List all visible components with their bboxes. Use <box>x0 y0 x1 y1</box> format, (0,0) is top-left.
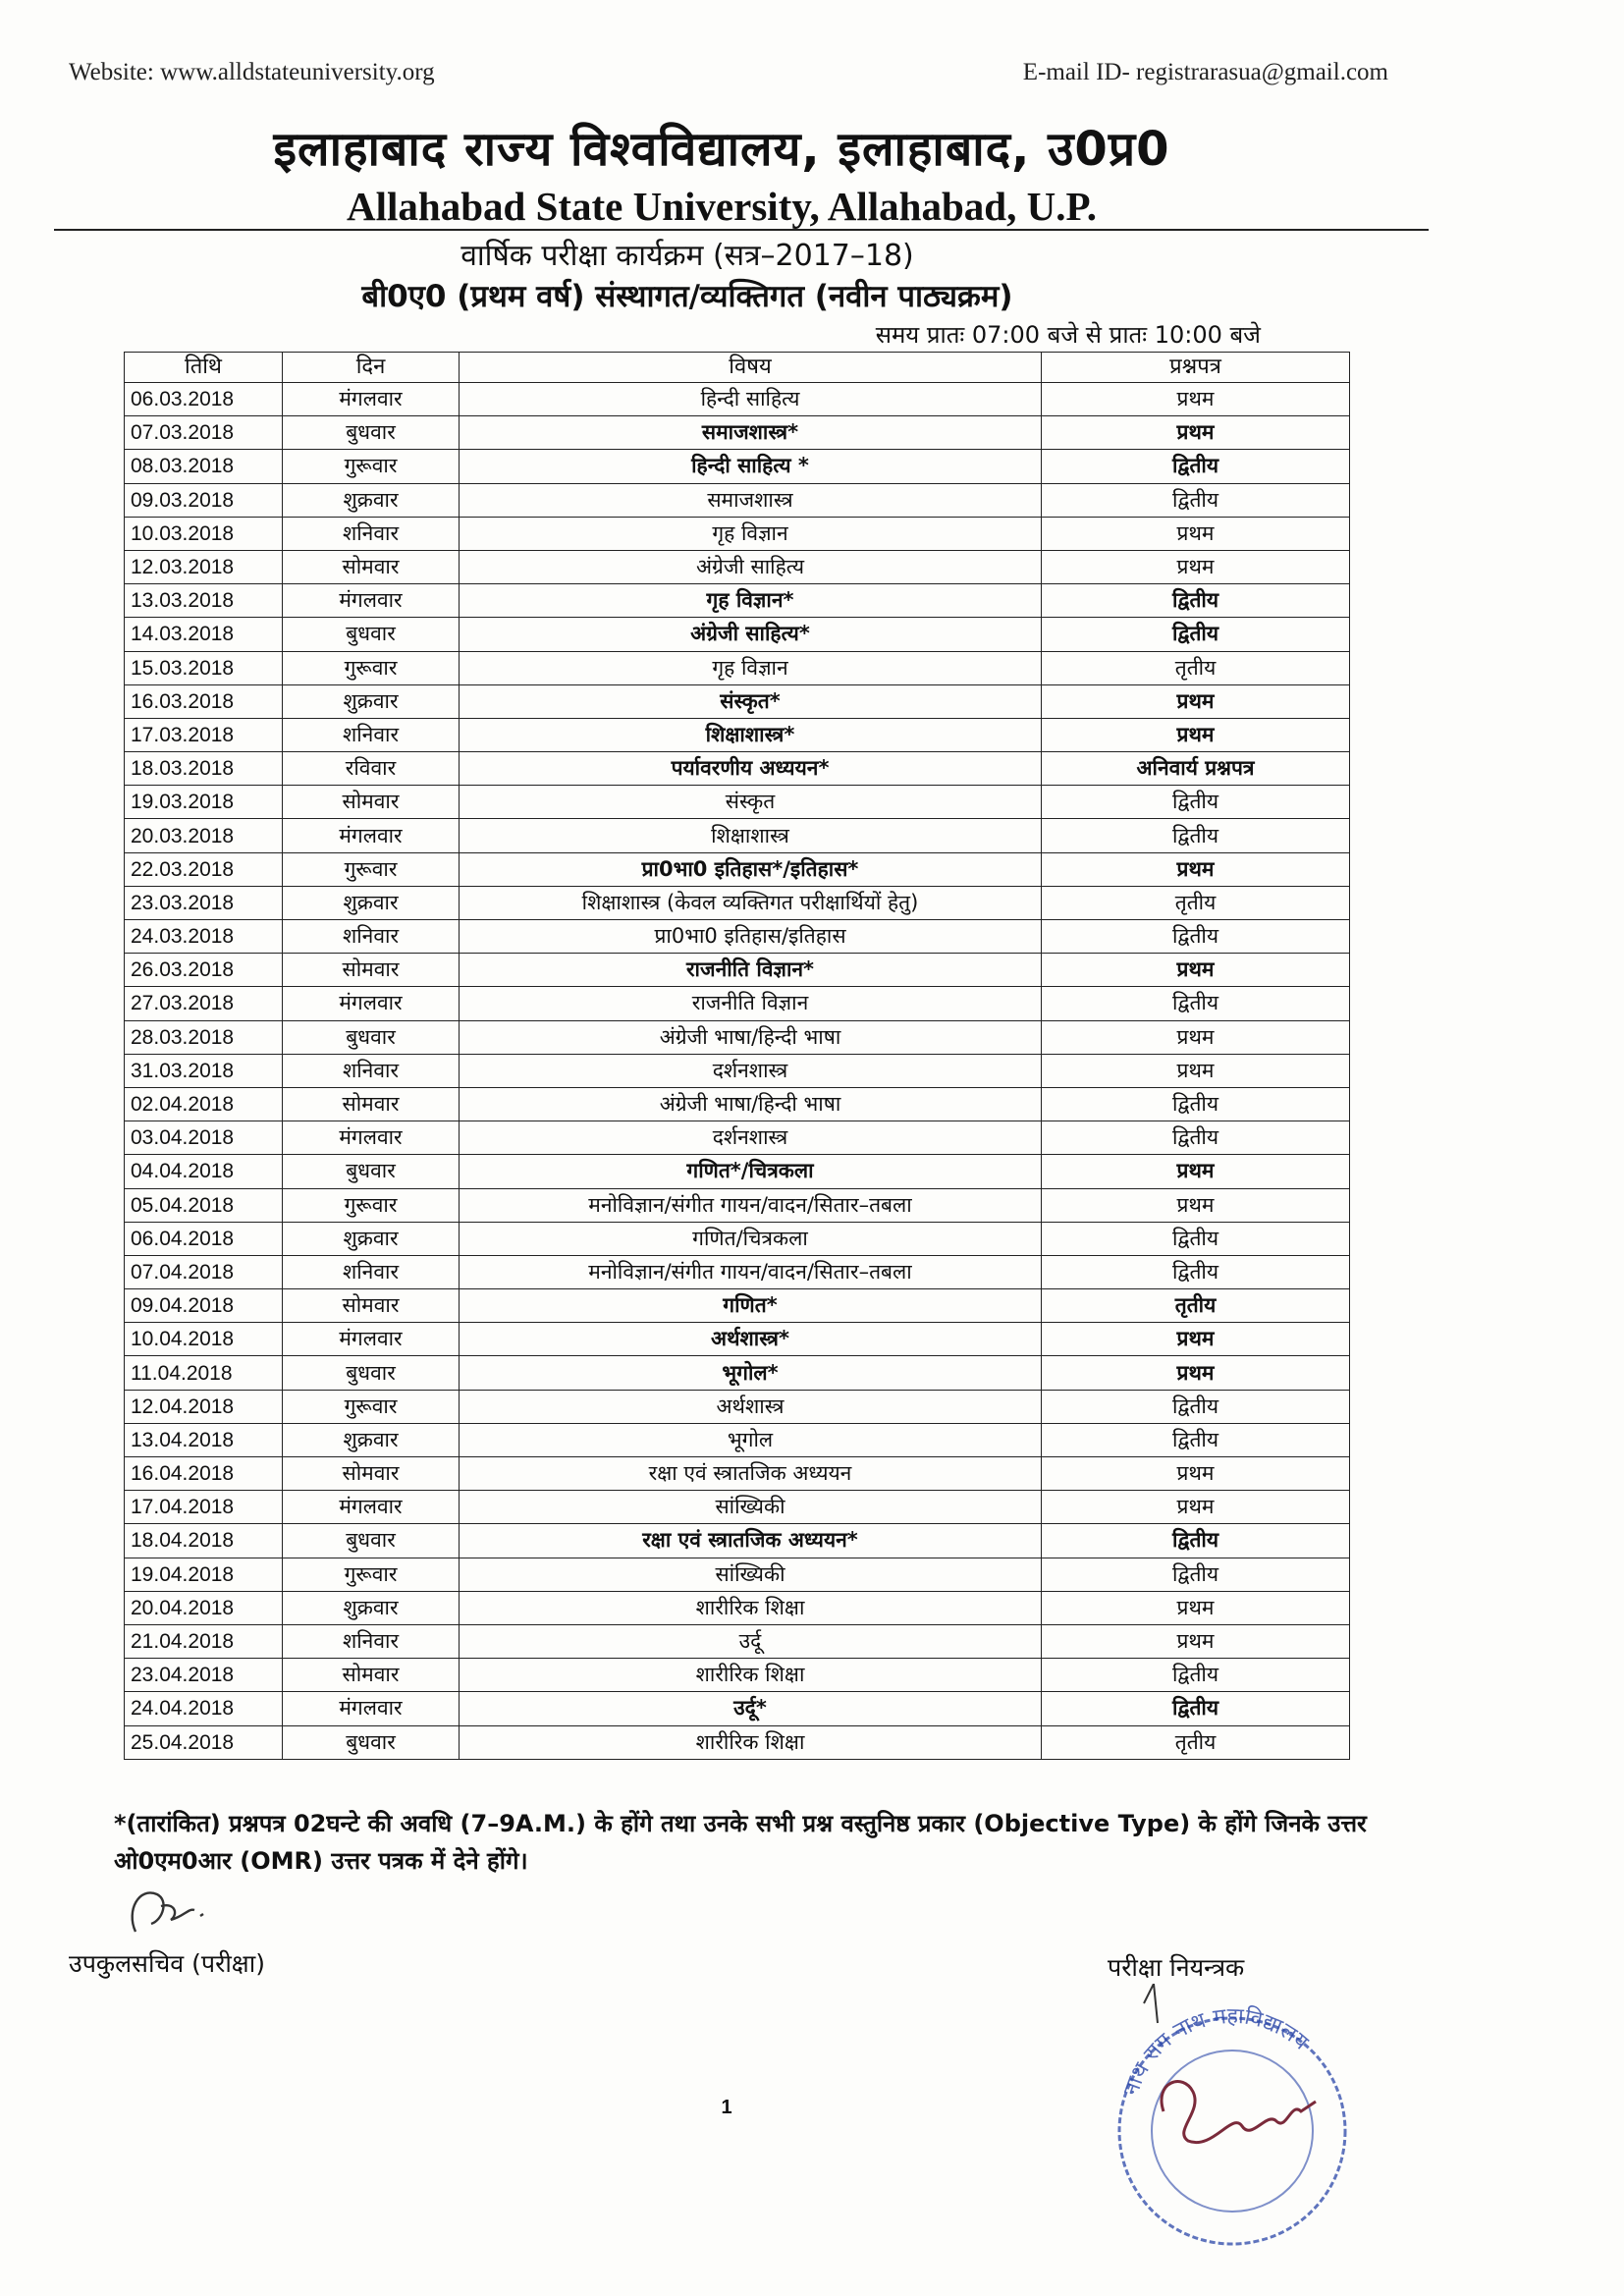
email-text: E-mail ID- registrarasua@gmail.com <box>1022 59 1388 85</box>
paper-cell: द्वितीय <box>1042 1558 1350 1591</box>
date-cell: 13.04.2018 <box>125 1423 283 1456</box>
subject-cell: राजनीति विज्ञान* <box>460 954 1042 987</box>
subject-cell: सांख्यिकी <box>460 1558 1042 1591</box>
paper-cell: प्रथम <box>1042 1491 1350 1524</box>
table-row <box>125 550 1350 583</box>
subject-cell: सांख्यिकी <box>460 1491 1042 1524</box>
date-cell: 19.03.2018 <box>125 786 283 819</box>
day-cell: शनिवार <box>283 718 460 751</box>
subject-cell: राजनीति विज्ञान <box>460 987 1042 1020</box>
subject-cell: मनोविज्ञान/संगीत गायन/वादन/सितार–तबला <box>460 1255 1042 1288</box>
header-date: तिथि <box>125 353 283 383</box>
paper-cell: द्वितीय <box>1042 987 1350 1020</box>
day-cell: शुक्रवार <box>283 1222 460 1255</box>
university-name-hindi: इलाहाबाद राज्य विश्वविद्यालय, इलाहाबाद, उ0प्र0 <box>273 122 1170 177</box>
day-cell: सोमवार <box>283 1087 460 1121</box>
paper-cell: द्वितीय <box>1042 1255 1350 1288</box>
day-cell: शनिवार <box>283 1624 460 1658</box>
table-row <box>125 1524 1350 1558</box>
paper-cell: प्रथम <box>1042 416 1350 450</box>
day-cell: शुक्रवार <box>283 886 460 919</box>
subject-cell: समाजशास्त्र <box>460 483 1042 517</box>
paper-cell: प्रथम <box>1042 1155 1350 1188</box>
university-name-english: Allahabad State University, Allahabad, U.P. <box>347 184 1097 229</box>
table-row <box>125 1356 1350 1390</box>
date-cell: 07.04.2018 <box>125 1255 283 1288</box>
date-cell: 17.03.2018 <box>125 718 283 751</box>
table-row <box>125 954 1350 987</box>
paper-cell: द्वितीय <box>1042 1390 1350 1423</box>
exam-schedule-table <box>124 352 1350 1760</box>
date-cell: 10.04.2018 <box>125 1323 283 1356</box>
day-cell: गुरूवार <box>283 651 460 684</box>
subject-cell: शारीरिक शिक्षा <box>460 1725 1042 1759</box>
day-cell: मंगलवार <box>283 383 460 416</box>
table-row <box>125 1323 1350 1356</box>
subject-cell: शिक्षाशास्त्र (केवल व्यक्तिगत परीक्षार्थियों हेतु) <box>460 886 1042 919</box>
day-cell: मंगलवार <box>283 1491 460 1524</box>
subject-cell: अर्थशास्त्र <box>460 1390 1042 1423</box>
table-row <box>125 886 1350 919</box>
subject-cell: संस्कृत* <box>460 684 1042 718</box>
day-cell: मंगलवार <box>283 1692 460 1725</box>
table-row <box>125 1423 1350 1456</box>
table-row <box>125 651 1350 684</box>
table-row <box>125 786 1350 819</box>
subject-cell: शिक्षाशास्त्र <box>460 819 1042 852</box>
date-cell: 07.03.2018 <box>125 416 283 450</box>
paper-cell: द्वितीय <box>1042 1692 1350 1725</box>
table-row <box>125 819 1350 852</box>
paper-cell: प्रथम <box>1042 1323 1350 1356</box>
day-cell: सोमवार <box>283 1289 460 1323</box>
day-cell: बुधवार <box>283 1356 460 1390</box>
day-cell: सोमवार <box>283 550 460 583</box>
subject-cell: गृह विज्ञान <box>460 517 1042 550</box>
date-cell: 28.03.2018 <box>125 1020 283 1054</box>
paper-cell: प्रथम <box>1042 1356 1350 1390</box>
paper-cell: द्वितीय <box>1042 1222 1350 1255</box>
date-cell: 12.04.2018 <box>125 1390 283 1423</box>
paper-cell: प्रथम <box>1042 383 1350 416</box>
subject-cell: संस्कृत <box>460 786 1042 819</box>
stamp-text: नाथ राम नाथ महाविद्यालय <box>1118 2003 1314 2100</box>
subject-cell: उर्दू* <box>460 1692 1042 1725</box>
subject-cell: शिक्षाशास्त्र* <box>460 718 1042 751</box>
date-cell: 19.04.2018 <box>125 1558 283 1591</box>
table-row <box>125 584 1350 618</box>
date-cell: 18.04.2018 <box>125 1524 283 1558</box>
table-row <box>125 450 1350 483</box>
day-cell: गुरूवार <box>283 1188 460 1222</box>
paper-cell: प्रथम <box>1042 1591 1350 1624</box>
subject-cell: समाजशास्त्र* <box>460 416 1042 450</box>
paper-cell: द्वितीय <box>1042 584 1350 618</box>
day-cell: मंगलवार <box>283 584 460 618</box>
day-cell: बुधवार <box>283 416 460 450</box>
day-cell: शनिवार <box>283 920 460 954</box>
date-cell: 03.04.2018 <box>125 1121 283 1155</box>
day-cell: शुक्रवार <box>283 684 460 718</box>
table-header-row <box>125 353 1350 383</box>
header-divider <box>54 229 1429 231</box>
paper-cell: प्रथम <box>1042 1020 1350 1054</box>
date-cell: 16.04.2018 <box>125 1457 283 1491</box>
paper-cell: द्वितीय <box>1042 1659 1350 1692</box>
paper-cell: प्रथम <box>1042 954 1350 987</box>
subject-cell: अंग्रेजी भाषा/हिन्दी भाषा <box>460 1020 1042 1054</box>
table-row <box>125 483 1350 517</box>
objective-type-note: *(तारांकित) प्रश्नपत्र 02घन्टे की अवधि (7–9A.M.) के होंगे तथा उनके सभी प्रश्न वस्तुनिष्ठ प्रकार (Objective Type) के होंगे जिनके उत्तर ओ0एम0आर (OMR) उत्तर पत्रक में देने होंगे। <box>114 1810 1367 1875</box>
subject-cell: हिन्दी साहित्य * <box>460 450 1042 483</box>
subject-cell: अंग्रेजी साहित्य <box>460 550 1042 583</box>
website-text: Website: www.alldstateuniversity.org <box>69 59 435 85</box>
table-row <box>125 1457 1350 1491</box>
table-row <box>125 1289 1350 1323</box>
stamp-inner-ring <box>1152 2050 1313 2212</box>
subject-cell: गणित/चित्रकला <box>460 1222 1042 1255</box>
date-cell: 08.03.2018 <box>125 450 283 483</box>
day-cell: सोमवार <box>283 786 460 819</box>
date-cell: 20.04.2018 <box>125 1591 283 1624</box>
day-cell: मंगलवार <box>283 819 460 852</box>
subject-cell: गृह विज्ञान* <box>460 584 1042 618</box>
day-cell: बुधवार <box>283 1524 460 1558</box>
subject-cell: प्रा0भा0 इतिहास*/इतिहास* <box>460 852 1042 886</box>
table-row <box>125 1155 1350 1188</box>
day-cell: गुरूवार <box>283 852 460 886</box>
date-cell: 27.03.2018 <box>125 987 283 1020</box>
subject-cell: शारीरिक शिक्षा <box>460 1591 1042 1624</box>
table-row <box>125 1624 1350 1658</box>
table-row <box>125 1692 1350 1725</box>
paper-cell: द्वितीय <box>1042 786 1350 819</box>
paper-cell: द्वितीय <box>1042 618 1350 651</box>
deputy-registrar-label: उपकुलसचिव (परीक्षा) <box>69 1949 265 1978</box>
subject-cell: दर्शनशास्त्र <box>460 1121 1042 1155</box>
subject-cell: भूगोल* <box>460 1356 1042 1390</box>
table-row <box>125 618 1350 651</box>
paper-cell: प्रथम <box>1042 1054 1350 1087</box>
table-row <box>125 920 1350 954</box>
day-cell: बुधवार <box>283 1725 460 1759</box>
paper-cell: अनिवार्य प्रश्नपत्र <box>1042 752 1350 786</box>
table-row <box>125 1491 1350 1524</box>
table-row <box>125 1020 1350 1054</box>
day-cell: शनिवार <box>283 1054 460 1087</box>
day-cell: बुधवार <box>283 1155 460 1188</box>
paper-cell: द्वितीय <box>1042 1524 1350 1558</box>
day-cell: मंगलवार <box>283 1121 460 1155</box>
subject-cell: गृह विज्ञान <box>460 651 1042 684</box>
subject-cell: शारीरिक शिक्षा <box>460 1659 1042 1692</box>
paper-cell: तृतीय <box>1042 1289 1350 1323</box>
paper-cell: प्रथम <box>1042 684 1350 718</box>
paper-cell: द्वितीय <box>1042 920 1350 954</box>
paper-cell: द्वितीय <box>1042 819 1350 852</box>
day-cell: गुरूवार <box>283 1558 460 1591</box>
date-cell: 10.03.2018 <box>125 517 283 550</box>
paper-cell: द्वितीय <box>1042 1121 1350 1155</box>
table-row <box>125 1390 1350 1423</box>
paper-cell: प्रथम <box>1042 718 1350 751</box>
date-cell: 14.03.2018 <box>125 618 283 651</box>
subject-cell: गणित*/चित्रकला <box>460 1155 1042 1188</box>
date-cell: 02.04.2018 <box>125 1087 283 1121</box>
date-cell: 05.04.2018 <box>125 1188 283 1222</box>
day-cell: शुक्रवार <box>283 1423 460 1456</box>
date-cell: 31.03.2018 <box>125 1054 283 1087</box>
exam-controller-label: परीक्षा नियन्त्रक <box>1108 1953 1245 1982</box>
table-row <box>125 1054 1350 1087</box>
header-paper: प्रश्नपत्र <box>1042 353 1350 383</box>
deputy-registrar-signature <box>118 1881 226 1944</box>
paper-cell: प्रथम <box>1042 1188 1350 1222</box>
table-body <box>125 383 1350 1760</box>
paper-cell: द्वितीय <box>1042 450 1350 483</box>
date-cell: 12.03.2018 <box>125 550 283 583</box>
date-cell: 22.03.2018 <box>125 852 283 886</box>
date-cell: 20.03.2018 <box>125 819 283 852</box>
table-row <box>125 684 1350 718</box>
course-title: बी0ए0 (प्रथम वर्ष) संस्थागत/व्यक्तिगत (नवीन पाठ्यक्रम) <box>361 279 1013 314</box>
day-cell: गुरूवार <box>283 450 460 483</box>
paper-cell: प्रथम <box>1042 852 1350 886</box>
table-row <box>125 1121 1350 1155</box>
day-cell: बुधवार <box>283 618 460 651</box>
date-cell: 06.04.2018 <box>125 1222 283 1255</box>
day-cell: शुक्रवार <box>283 1591 460 1624</box>
table-row <box>125 416 1350 450</box>
paper-cell: तृतीय <box>1042 886 1350 919</box>
table-row <box>125 1222 1350 1255</box>
date-cell: 09.03.2018 <box>125 483 283 517</box>
table-row <box>125 1255 1350 1288</box>
header-day: दिन <box>283 353 460 383</box>
table-row <box>125 1188 1350 1222</box>
subject-cell: अंग्रेजी भाषा/हिन्दी भाषा <box>460 1087 1042 1121</box>
paper-cell: द्वितीय <box>1042 1423 1350 1456</box>
table-row <box>125 1558 1350 1591</box>
date-cell: 11.04.2018 <box>125 1356 283 1390</box>
table-row <box>125 383 1350 416</box>
subject-cell: रक्षा एवं स्त्रातजिक अध्ययन <box>460 1457 1042 1491</box>
paper-cell: द्वितीय <box>1042 483 1350 517</box>
date-cell: 09.04.2018 <box>125 1289 283 1323</box>
subject-cell: दर्शनशास्त्र <box>460 1054 1042 1087</box>
day-cell: शनिवार <box>283 517 460 550</box>
header-subject: विषय <box>460 353 1042 383</box>
paper-cell: प्रथम <box>1042 550 1350 583</box>
subject-cell: भूगोल <box>460 1423 1042 1456</box>
subject-cell: अर्थशास्त्र* <box>460 1323 1042 1356</box>
subject-cell: पर्यावरणीय अध्ययन* <box>460 752 1042 786</box>
day-cell: सोमवार <box>283 1457 460 1491</box>
exam-time: समय प्रातः 07:00 बजे से प्रातः 10:00 बजे <box>875 321 1261 349</box>
table-row <box>125 752 1350 786</box>
subject-cell: हिन्दी साहित्य <box>460 383 1042 416</box>
subject-cell: गणित* <box>460 1289 1042 1323</box>
day-cell: सोमवार <box>283 954 460 987</box>
day-cell: सोमवार <box>283 1659 460 1692</box>
date-cell: 24.03.2018 <box>125 920 283 954</box>
subject-cell: अंग्रेजी साहित्य* <box>460 618 1042 651</box>
date-cell: 21.04.2018 <box>125 1624 283 1658</box>
date-cell: 25.04.2018 <box>125 1725 283 1759</box>
table-row <box>125 517 1350 550</box>
date-cell: 06.03.2018 <box>125 383 283 416</box>
date-cell: 23.04.2018 <box>125 1659 283 1692</box>
date-cell: 18.03.2018 <box>125 752 283 786</box>
paper-cell: प्रथम <box>1042 517 1350 550</box>
program-title: वार्षिक परीक्षा कार्यक्रम (सत्र–2017–18) <box>460 239 914 273</box>
table-row <box>125 718 1350 751</box>
table-row <box>125 852 1350 886</box>
paper-cell: तृतीय <box>1042 1725 1350 1759</box>
day-cell: शनिवार <box>283 1255 460 1288</box>
date-cell: 23.03.2018 <box>125 886 283 919</box>
table-row <box>125 1725 1350 1759</box>
day-cell: शुक्रवार <box>283 483 460 517</box>
subject-cell: उर्दू <box>460 1624 1042 1658</box>
table-row <box>125 1087 1350 1121</box>
day-cell: रविवार <box>283 752 460 786</box>
date-cell: 04.04.2018 <box>125 1155 283 1188</box>
page-number: 1 <box>721 2097 732 2118</box>
day-cell: मंगलवार <box>283 1323 460 1356</box>
paper-cell: प्रथम <box>1042 1624 1350 1658</box>
table-row <box>125 1659 1350 1692</box>
date-cell: 24.04.2018 <box>125 1692 283 1725</box>
date-cell: 17.04.2018 <box>125 1491 283 1524</box>
subject-cell: प्रा0भा0 इतिहास/इतिहास <box>460 920 1042 954</box>
paper-cell: द्वितीय <box>1042 1087 1350 1121</box>
table-row <box>125 1591 1350 1624</box>
paper-cell: तृतीय <box>1042 651 1350 684</box>
day-cell: बुधवार <box>283 1020 460 1054</box>
date-cell: 15.03.2018 <box>125 651 283 684</box>
table-row <box>125 987 1350 1020</box>
subject-cell: रक्षा एवं स्त्रातजिक अध्ययन* <box>460 1524 1042 1558</box>
date-cell: 16.03.2018 <box>125 684 283 718</box>
subject-cell: मनोविज्ञान/संगीत गायन/वादन/सितार–तबला <box>460 1188 1042 1222</box>
day-cell: गुरूवार <box>283 1390 460 1423</box>
date-cell: 13.03.2018 <box>125 584 283 618</box>
day-cell: मंगलवार <box>283 987 460 1020</box>
date-cell: 26.03.2018 <box>125 954 283 987</box>
paper-cell: प्रथम <box>1042 1457 1350 1491</box>
